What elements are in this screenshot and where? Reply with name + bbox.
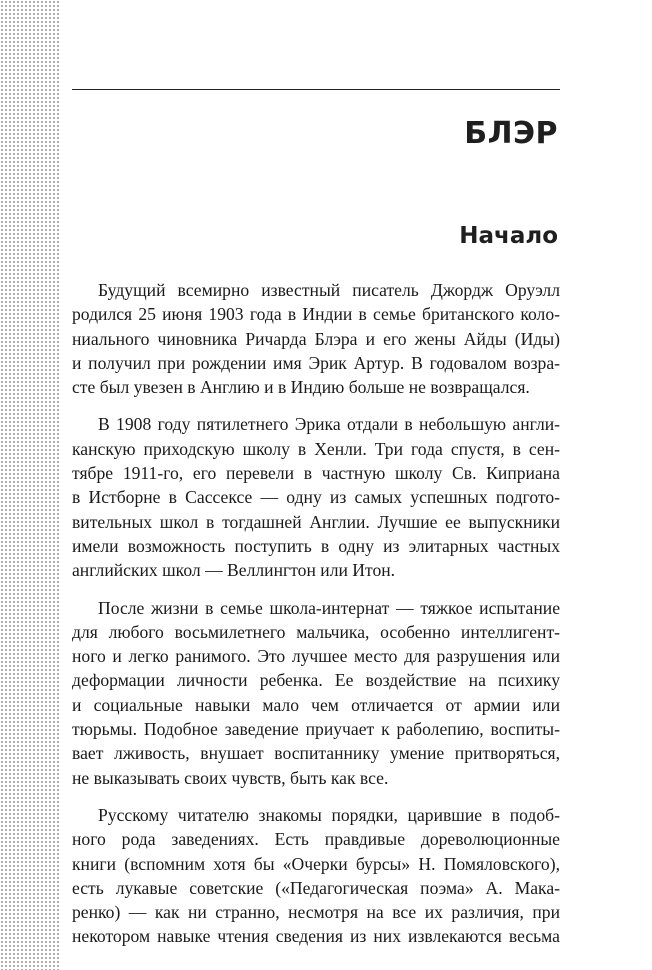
text-line: ренко) — как ни странно, несмотря на все их различия, при: [72, 902, 560, 923]
text-line: для любого восьмилетнего мальчика, особенно интеллигент-: [72, 621, 560, 642]
text-line: не выказывать своих чувств, быть как все.: [72, 767, 389, 788]
section-title: Начало: [459, 223, 558, 249]
text-line: и социальные навыки мало чем отличается от армии или: [72, 694, 560, 715]
text-line: тюрьмы. Подобное заведение приучает к раболепию, воспиты-: [72, 719, 560, 740]
text-line: деформации личности ребенка. Ее воздействие на психику: [72, 670, 560, 691]
text-line: имели возможность поступить в одну из элитарных частных: [72, 535, 560, 556]
body-text: [72, 278, 560, 962]
text-line: родился 25 июня 1903 года в Индии в семье британского коло-: [72, 304, 560, 325]
paragraph-4: [72, 803, 560, 949]
page-edge-halftone: [0, 0, 60, 970]
paragraph-3: [72, 596, 560, 790]
text-line: английских школ — Веллингтон или Итон.: [72, 560, 396, 581]
text-line: После жизни в семье школа-интернат — тяжкое испытание: [98, 597, 560, 618]
text-line: и получил при рождении имя Эрик Артур. В годовалом возра-: [72, 352, 560, 373]
text-line: вительных школ в тогдашней Англии. Лучшие ее выпускники: [72, 511, 560, 532]
paragraph-2: [72, 412, 560, 582]
header-rule: [72, 89, 560, 90]
text-line: Русскому читателю знакомы порядки, царившие в подоб-: [98, 804, 560, 825]
text-line: книги (вспомним хотя бы «Очерки бурсы» Н. Помяловского),: [72, 853, 560, 874]
text-line: сте был увезен в Англию и в Индию больше не возвращался.: [72, 377, 530, 398]
text-line: некотором навыке чтения сведения из них извлекаются весьма: [72, 926, 560, 947]
text-line: в Истборне в Сассексе — одну из самых успешных подгото-: [72, 487, 560, 508]
text-line: ниального чиновника Ричарда Блэра и его жены Айды (Иды): [72, 328, 560, 349]
book-page: [72, 0, 560, 970]
chapter-title: БЛЭР: [464, 116, 558, 151]
text-line: ного и легко ранимого. Это лучшее место для разрушения или: [72, 646, 560, 667]
text-line: вает лживость, внушает воспитаннику умение притворяться,: [72, 743, 560, 764]
text-line: канскую приходскую школу в Хенли. Три года спустя, в сен-: [72, 438, 560, 459]
text-line: В 1908 году пятилетнего Эрика отдали в небольшую англи-: [98, 414, 560, 435]
text-line: Будущий всемирно известный писатель Джордж Оруэлл: [98, 280, 560, 300]
text-line: есть лукавые советские («Педагогическая поэма» А. Мака-: [72, 877, 560, 898]
text-line: тябре 1911-го, его перевели в частную школу Св. Киприана: [72, 463, 560, 484]
paragraph-1: [72, 278, 560, 399]
text-line: ного рода заведениях. Есть правдивые дореволюционные: [72, 829, 560, 850]
